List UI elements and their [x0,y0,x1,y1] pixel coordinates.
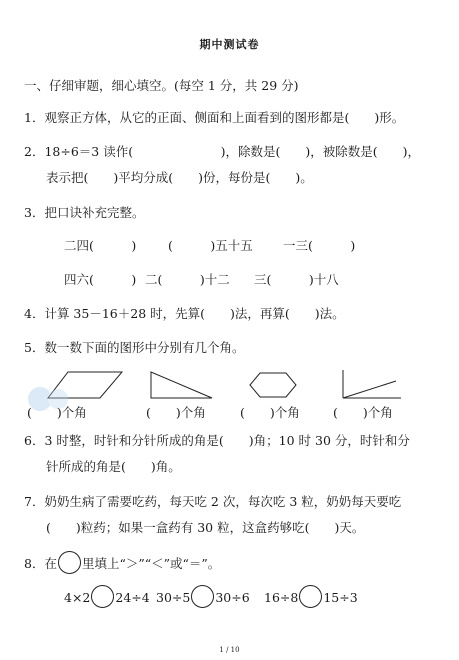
question-7-line-2: ( )粒药；如果一盒药有 30 粒，这盒药够吃( )天。 [46,520,365,535]
compare-circle [91,585,114,608]
q8-prefix: 8．在 [24,556,57,571]
question-5: 5．数一数下面的图形中分别有几个角。 [24,340,245,355]
q8-right: 24÷4 [115,590,150,605]
q5-label: ( )个角 [333,405,393,420]
q8-item [64,589,150,608]
question-1: 1．观察正方体，从它的正面、侧面和上面看到的图形都是( )形。 [24,110,405,125]
q8-right: 30÷6 [215,590,250,605]
page-number: 1 / 10 [219,646,240,654]
section-heading: 一、仔细审题，细心填空。(每空 1 分，共 29 分) [24,78,299,93]
question-7-line-1: 7．奶奶生病了需要吃药，每天吃 2 次，每次吃 3 粒，奶奶每天要吃 [24,494,402,509]
q3-item: ( )五十五 [168,238,253,253]
q3-item: 二( )十二 [145,272,230,287]
q3-item: 四六( ) [64,272,137,287]
q8-item [156,589,250,608]
q8-left: 4×2 [64,590,91,605]
q8-left: 30÷5 [156,590,191,605]
question-4: 4．计算 35－16＋28 时，先算( )法，再算( )法。 [24,306,345,321]
question-6-line-1: 6．3 时整，时针和分针所成的角是( )角；10 时 30 分，时针和分 [24,433,410,448]
q8-left: 16÷8 [264,590,299,605]
q5-label: ( )个角 [146,405,206,420]
q5-label: ( )个角 [240,405,300,420]
angle-ray-diagonal [343,381,396,398]
question-2-line-1: 2．18÷6＝3 读作( )，除数是( )，被除数是( )， [24,144,420,159]
q3-item: 一三( ) [283,238,356,253]
q8-right: 15÷3 [323,590,358,605]
q3-item: 三( )十八 [254,272,339,287]
page-title: 期中测试卷 [199,38,260,51]
triangle-shape [151,372,212,398]
q8-suffix: 里填上“＞”“＜”或“＝”。 [81,556,221,571]
compare-circle [58,551,81,574]
question-2-line-2: 表示把( )平均分成( )份，每份是( )。 [46,170,313,185]
compare-circle [299,585,322,608]
question-3: 3．把口诀补充完整。 [24,205,145,220]
question-8 [24,555,220,574]
q8-item [264,589,358,608]
q5-label: ( )个角 [27,405,87,420]
question-6-line-2: 针所成的角是( )角。 [46,459,181,474]
compare-circle [191,585,214,608]
hexagon-shape [250,373,296,397]
q3-item: 二四( ) [64,238,137,253]
